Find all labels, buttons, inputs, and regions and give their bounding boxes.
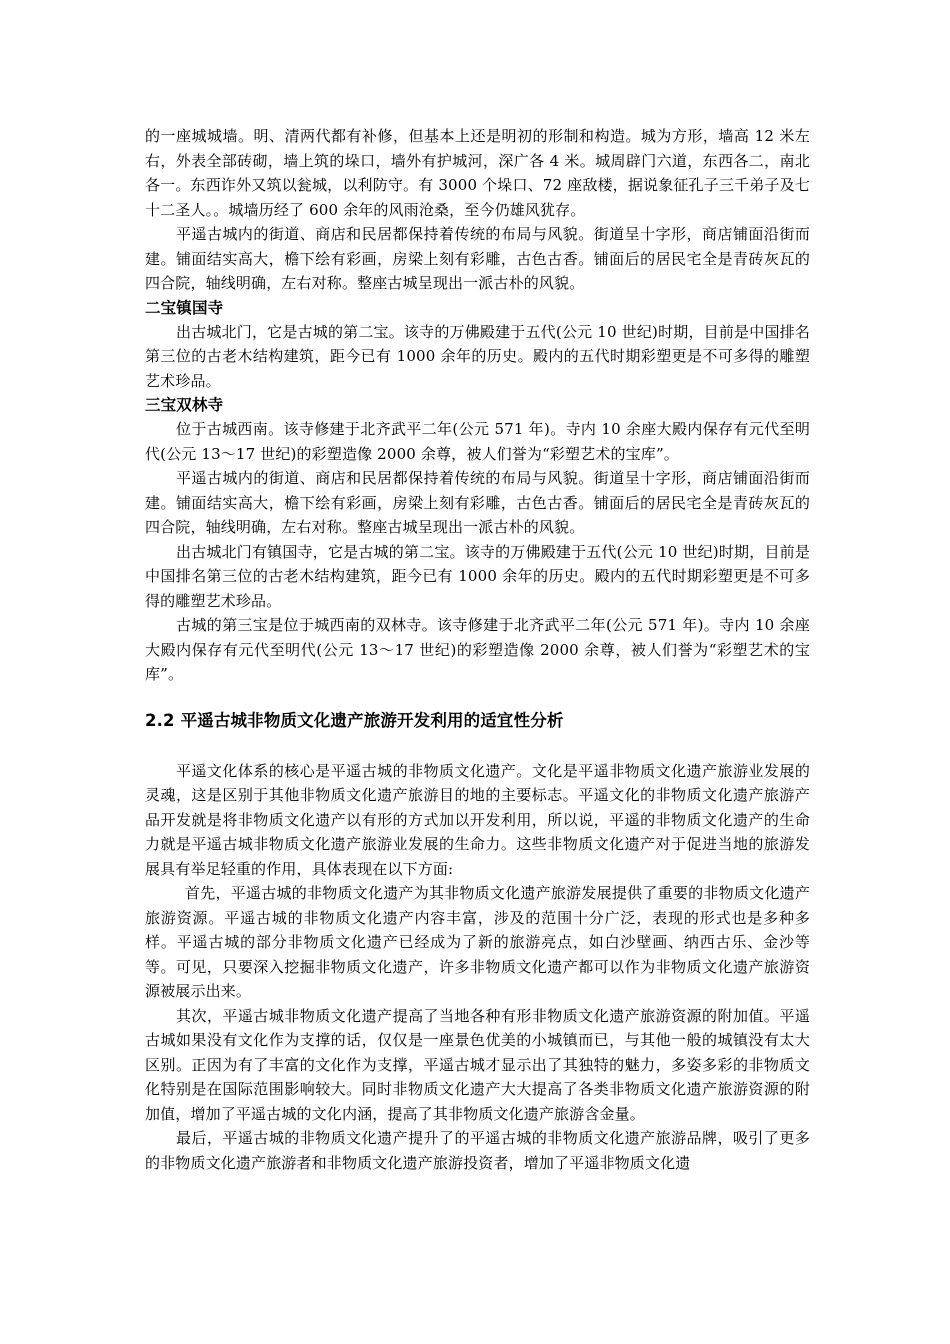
paragraph-zhenguo-temple: 出古城北门，它是古城的第二宝。该寺的万佛殿建于五代(公元 10 世纪)时期，目前是中国排名第三位的古老木结构建筑，距今已有 1000 余年的历史。殿内的五代时期彩塑更是不可多得的雕塑艺术珍品。 — [145, 322, 810, 390]
paragraph-second-point: 其次，平遥古城非物质文化遗产提高了当地各种有形非物质文化遗产旅游资源的附加值。平遥古城如果没有文化作为支撑的话，仅仅是一座景色优美的小城镇而已，与其他一般的城镇没有太大区别。正因为有了丰富的文化作为支撑，平遥古城才显示出了其独特的魅力，多姿多彩的非物质文化特别是在国际范围影响较大。同时非物质文化遗产大大提高了各类非物质文化遗产旅游资源的附加值，增加了平遥古城的文化内涵，提高了其非物质文化遗产旅游含金量。 — [145, 1006, 810, 1123]
heading-shuanglin-temple: 三宝双林寺 — [145, 396, 224, 414]
paragraph-city-wall: 的一座城城墙。明、清两代都有补修，但基本上还是明初的形制和构造。城为方形，墙高 12 米左右，外表全部砖砌，墙上筑的垛口，墙外有护城河，深广各 4 米。城周辟门六道，东西各二，南北各一。东西诈外又筑以瓮城，以利防守。有 3000 个垛口、72 座敌楼，据说象征孔子三千弟子及七十二圣人。。城墙历经了 600 余年的风雨沧桑，至今仍雄风犹存。 — [145, 127, 810, 219]
heading-zhenguo-temple: 二宝镇国寺 — [145, 298, 224, 317]
paragraph-streets-repeat: 平遥古城内的街道、商店和民居都保持着传统的布局与风貌。街道呈十字形，商店铺面沿街而建。铺面结实高大，檐下绘有彩画，房梁上刻有彩雕，古色古香。铺面后的居民宅全是青砖灰瓦的四合院，轴线明确，左右对称。整座古城呈现出一派古朴的风貌。 — [145, 469, 810, 536]
paragraph-shuanglin-temple: 位于古城西南。该寺修建于北齐武平二年(公元 571 年)。寺内 10 余座大殿内保存有元代至明代(公元 13～17 世纪)的彩塑造像 2000 余尊，被人们誉为“彩塑艺术的宝库”。 — [145, 420, 810, 463]
paragraph-shuanglin-repeat: 古城的第三宝是位于城西南的双林寺。该寺修建于北齐武平二年(公元 571 年)。寺内 10 余座大殿内保存有元代至明代(公元 13～17 世纪)的彩塑造像 2000 余尊，被人们誉为“彩塑艺术的宝库”。 — [145, 616, 810, 683]
paragraph-third-point: 最后，平遥古城的非物质文化遗产提升了的平遥古城的非物质文化遗产旅游品牌，吸引了更多的非物质文化遗产旅游者和非物质文化遗产旅游投资者，增加了平遥非物质文化遗 — [145, 1129, 810, 1172]
document-page — [145, 124, 810, 1175]
paragraph-streets: 平遥古城内的街道、商店和民居都保持着传统的布局与风貌。街道呈十字形，商店铺面沿街而建。铺面结实高大，檐下绘有彩画，房梁上刻有彩雕，古色古香。铺面后的居民宅全是青砖灰瓦的四合院，轴线明确，左右对称。整座古城呈现出一派古朴的风貌。 — [145, 225, 810, 292]
paragraph-core-culture: 平遥文化体系的核心是平遥古城的非物质文化遗产。文化是平遥非物质文化遗产旅游业发展的灵魂，这是区别于其他非物质文化遗产旅游目的地的主要标志。平遥文化的非物质文化遗产旅游产品开发就是将非物质文化遗产以有形的方式加以开发利用，所以说，平遥的非物质文化遗产的生命力就是平遥古城非物质文化遗产旅游业发展的生命力。这些非物质文化遗产对于促进当地的旅游发展具有举足轻重的作用，具体表现在以下方面: — [145, 761, 810, 878]
section-title: 2.2 平遥古城非物质文化遗产旅游开发利用的适宜性分析 — [145, 710, 564, 730]
paragraph-first-point: 首先，平遥古城的非物质文化遗产为其非物质文化遗产旅游发展提供了重要的非物质文化遗产旅游资源。平遥古城的非物质文化遗产内容丰富，涉及的范围十分广泛，表现的形式也是多种多样。平遥古城的部分非物质文化遗产已经成为了新的旅游亮点，如白沙壁画、纳西古乐、金沙等等。可见，只要深入挖掘非物质文化遗产，许多非物质文化遗产都可以作为非物质文化遗产旅游资源被展示出来。 — [145, 884, 810, 1000]
paragraph-zhenguo-repeat: 出古城北门有镇国寺，它是古城的第二宝。该寺的万佛殿建于五代(公元 10 世纪)时期，目前是中国排名第三位的古老木结构建筑，距今已有 1000 余年的历史。殿内的五代时期彩塑更是不可多得的雕塑艺术珍品。 — [145, 542, 810, 610]
